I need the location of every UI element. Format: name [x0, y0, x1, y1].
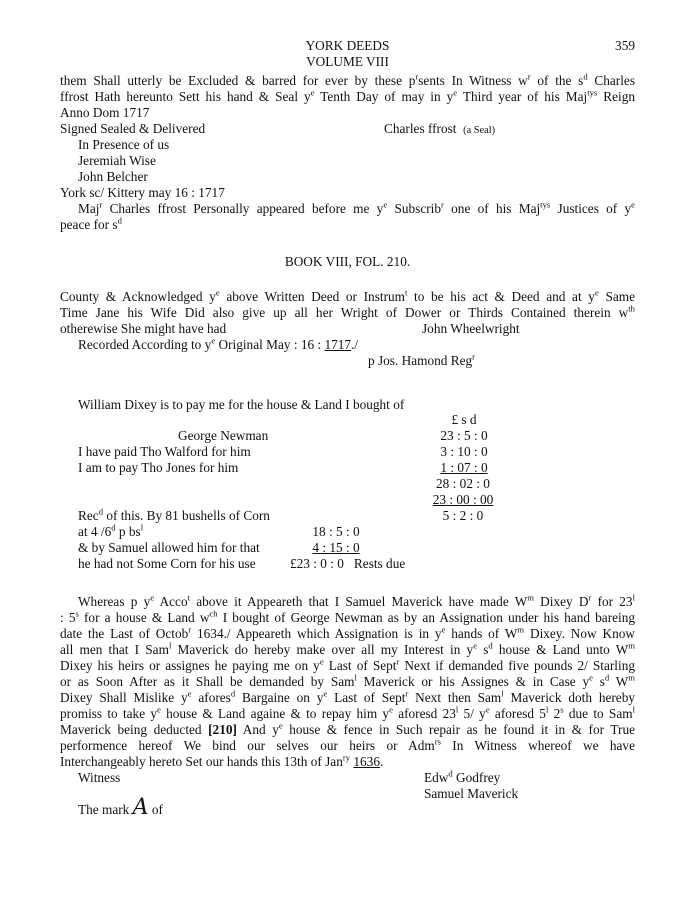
body-line1: Whereas p $y^e$ Acco$^t$ above it Appeareth that I Samuel Maverick have made $W^m$ Dixey $D^r$ for 23$^l$	[78, 592, 635, 609]
account-row-amount: 23 : 5 : 0	[440, 428, 488, 443]
york-kittery-line: York sc/ Kittery may 16 : 1717	[60, 185, 225, 200]
currency-column-header: £ s d	[451, 412, 477, 427]
body-line11: Interchangeably hereto Set our hands this 13th of Jan$^{ry}$ 1636.	[60, 752, 384, 769]
page-number: 359	[615, 38, 635, 53]
rate-line: at 4 /6$^d$ p $bs^l$	[78, 522, 144, 539]
corn-use-amount: £23 : 0 : 0 Rests due	[290, 556, 406, 571]
deed1-line2: ffrost Hath hereunto Sett his hand & Seal $y^e$ Tenth Day of may in $y^e$ Third year of his Maj$^{tys}$ Reign	[60, 87, 635, 104]
body-line10: performence hereof We bind our selves our heirs or Adm$^{rs}$ In Witness whereof we have	[60, 736, 635, 753]
county-line1: County & Acknowledged $y^e$ above Written Deed or Instrum$^t$ to be his act & Deed and at $y^e$ Same	[60, 287, 635, 304]
rate-amount: 18 : 5 : 0	[312, 524, 360, 539]
body-line6: or as Soon After as it Shall be demanded by Sam$^l$ Maverick or his Assignes & in Case $y^e$ $s^d$ $W^m$	[60, 672, 636, 689]
deed1-line3: Anno Dom 1717	[60, 105, 150, 120]
mark-glyph: A	[132, 795, 149, 820]
account-intro: William Dixey is to pay me for the house & Land I bought of	[78, 397, 405, 412]
witness-label: Witness	[78, 770, 121, 785]
county-line3: otherewise She might have had	[60, 321, 227, 336]
body-line2: : 5$^s$ for a house & Land $w^{ch}$ I bought of George Newman as by an Assignation under his hand bareing	[60, 608, 636, 625]
volume-title: VOLUME VIII	[306, 54, 389, 69]
received-corn-amount: 5 : 2 : 0	[442, 508, 484, 523]
signature-maverick: Samuel Maverick	[424, 786, 519, 801]
body-line3: date the Last of Octob$^r$ 1634./ Appeareth which Assignation is in $y^e$ hands of $W^m$ Dixey. Now Know	[60, 624, 635, 641]
body-line8: promiss to take $y^e$ house & Land againe & to repay him $y^e$ aforesd 23$^l$ 5/ $y^e$ aforesd 5$^l$ 2$^s$ due to Sam$^l$	[60, 704, 635, 721]
signer-name: Charles ffrost (a Seal)	[384, 121, 496, 136]
registrar-line: p Jos. Hamond Reg$^r$	[368, 351, 476, 368]
witness-john: John Belcher	[78, 169, 148, 184]
witness-jeremiah: Jeremiah Wise	[78, 153, 156, 168]
account-total: 23 : 00 : 00	[432, 492, 494, 507]
presence-label: In Presence of us	[78, 137, 170, 152]
recorded-line: Recorded According to $y^e$ Original May : 16 : 1717./	[78, 335, 359, 352]
account-row-amount: 3 : 10 : 0	[440, 444, 488, 459]
signed-sealed-label: Signed Sealed & Delivered	[60, 121, 206, 136]
mark-line: The mark A of	[78, 795, 163, 820]
account-row-label: I have paid Tho Walford for him	[78, 444, 251, 459]
signature-godfrey: Edw$^d$ Godfrey	[424, 768, 501, 785]
corn-use-line: he had not Some Corn for his use	[78, 556, 256, 571]
account-row-label: George Newman	[178, 428, 269, 443]
account-row-amount: 1 : 07 : 0	[440, 460, 488, 475]
wheelwright-signature: John Wheelwright	[422, 321, 520, 336]
samuel-allowed-amount: 4 : 15 : 0	[312, 540, 360, 555]
document-page	[60, 0, 635, 900]
major-line1: Maj$^r$ Charles ffrost Personally appeared before me $y^e$ Subscrib$^r$ one of his Maj$^{tys}$ Justices of $y^e$	[78, 199, 635, 216]
body-line7: Dixey Shall Mislike $y^e$ afores$^d$ Bargaine on $y^e$ Last of Sept$^r$ Next then Sam$^l$ Maverick doth hereby	[60, 688, 635, 705]
account-row-label: I am to pay Tho Jones for him	[78, 460, 239, 475]
book-heading: BOOK VIII, FOL. 210.	[284, 254, 411, 269]
body-line5: Dixey his heirs or assignes he paying me on $y^e$ Last of Sept$^r$ Next if demanded five pounds 2/ Starling	[60, 656, 635, 673]
major-line2: peace for $s^d$	[60, 215, 122, 232]
account-subtotal: 28 : 02 : 0	[436, 476, 490, 491]
deed1-line1: them Shall utterly be Excluded & barred for ever by these $p^rsents$ In Witness $w^r$ of the $s^d$ Charles	[60, 71, 636, 88]
body-line4: all men that I Sam$^l$ Maverick do hereby make over all my Interest in $y^e$ $s^d$ house & Land unto $W^m$	[60, 640, 635, 657]
body-line9: Maverick being deducted [210] And $y^e$ house & fence in Such repair as he found it in & for True	[60, 720, 635, 737]
samuel-allowed-line: & by Samuel allowed him for that	[78, 540, 260, 555]
running-title: YORK DEEDS	[305, 38, 390, 53]
received-corn-line: Rec$^d$ of this. By 81 bushells of Corn	[78, 506, 270, 523]
county-line2: Time Jane his Wife Did also give up all her Wright of Dower or Thirds Contained therein $w^{th}$	[60, 303, 635, 320]
